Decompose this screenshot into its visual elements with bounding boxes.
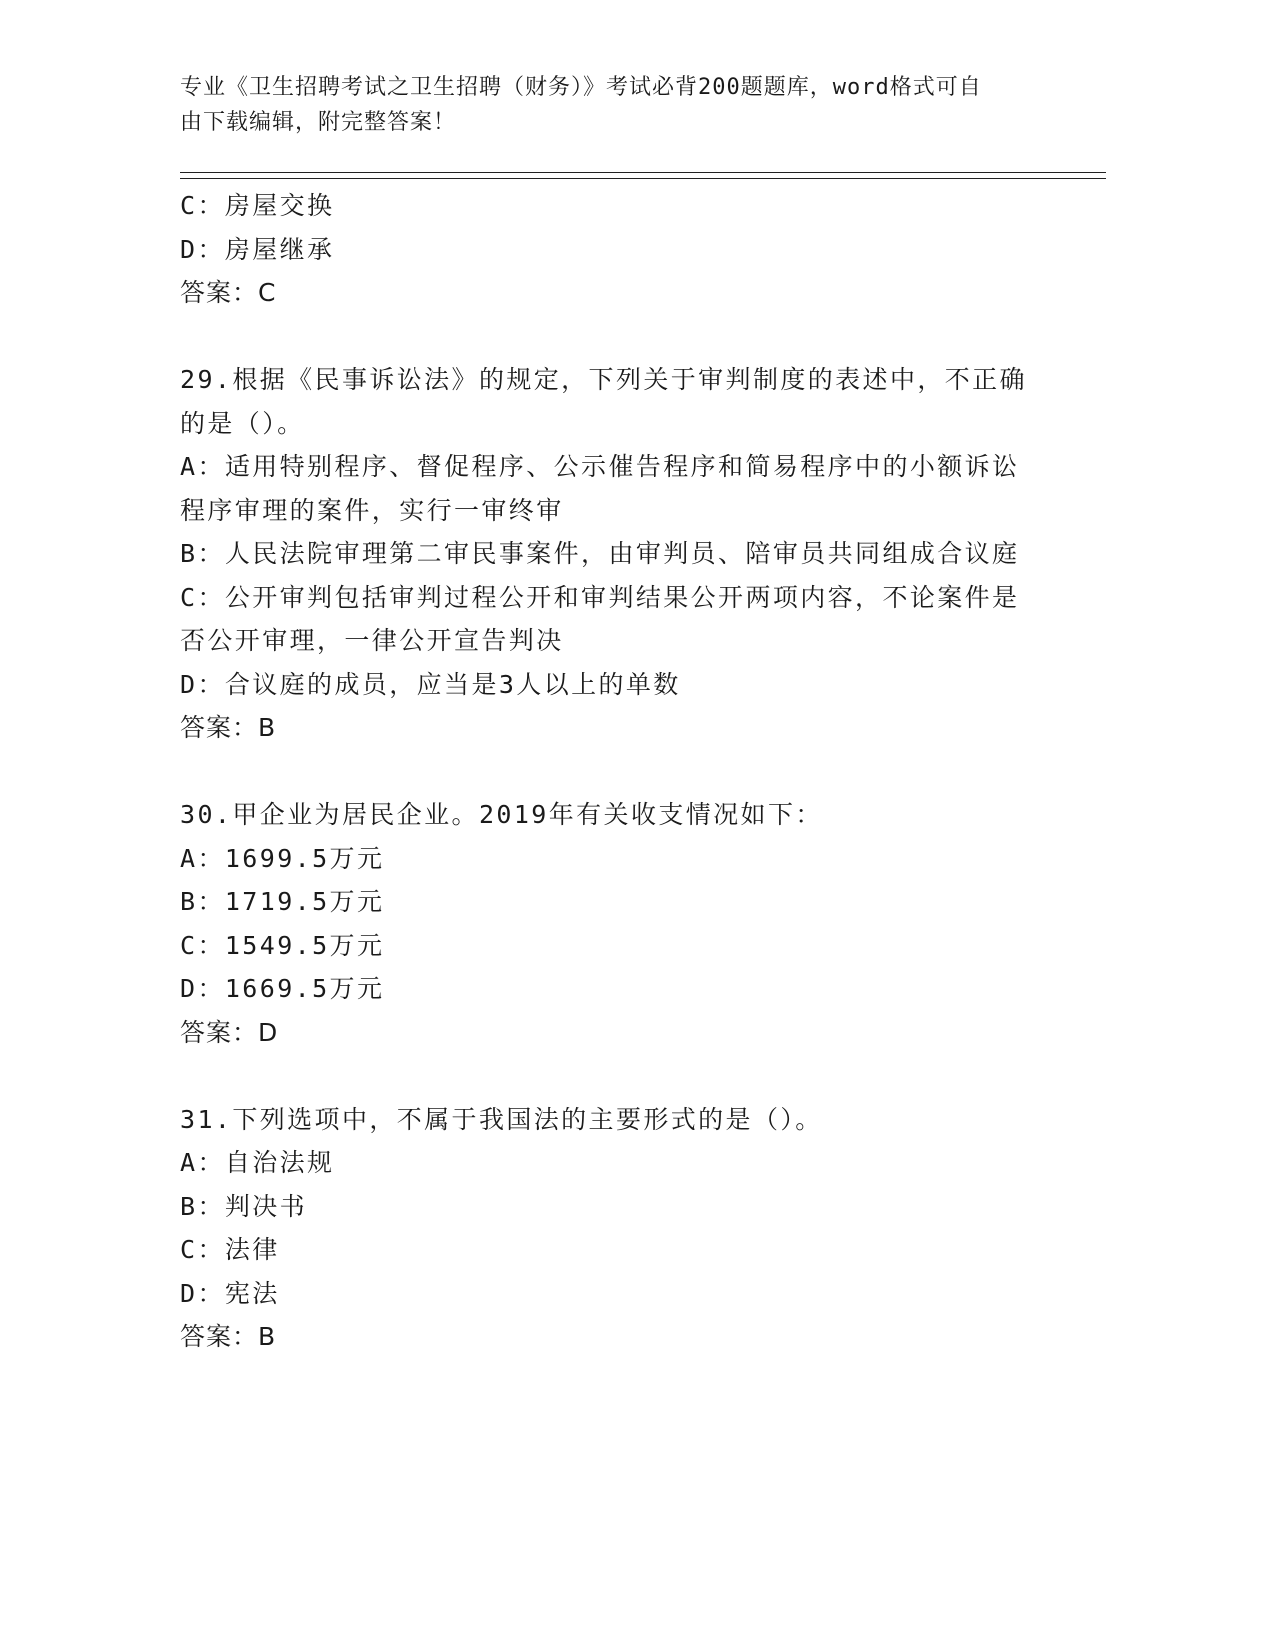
- option-line: B：判决书: [180, 1191, 308, 1221]
- question-block-29: [180, 358, 1060, 750]
- header-line-1: 专业《卫生招聘考试之卫生招聘（财务）》考试必背200题题库，word格式可自: [180, 75, 982, 100]
- question-line: 30.甲企业为居民企业。2019年有关收支情况如下：: [180, 800, 823, 829]
- header-line-2: 由下载编辑，附完整答案！: [180, 110, 457, 135]
- option-line: D：宪法: [180, 1278, 280, 1308]
- question-block-31: [180, 1098, 1060, 1359]
- option-line: C：1549.5万元: [180, 930, 385, 960]
- option-line: D：1669.5万元: [180, 974, 385, 1003]
- option-line: A：自治法规: [180, 1148, 335, 1177]
- answer-line: 答案：C: [180, 278, 277, 307]
- question-line: 的是（）。: [180, 408, 305, 438]
- question-block-30: [180, 793, 1060, 1054]
- option-line: C：法律: [180, 1235, 280, 1264]
- question-line: 29.根据《民事诉讼法》的规定，下列关于审判制度的表述中，不正确: [180, 365, 1027, 394]
- option-line: B：1719.5万元: [180, 887, 385, 916]
- header-double-rule: [180, 172, 1106, 179]
- option-line: 程序审理的案件，实行一审终审: [180, 495, 564, 525]
- option-line: B：人民法院审理第二审民事案件，由审判员、陪审员共同组成合议庭: [180, 539, 1020, 568]
- option-line: C：房屋交换: [180, 191, 335, 220]
- question-line: 31.下列选项中，不属于我国法的主要形式的是（）。: [180, 1104, 823, 1134]
- option-line: D：合议庭的成员，应当是3人以上的单数: [180, 669, 681, 699]
- option-line: A：1699.5万元: [180, 843, 385, 873]
- question-content: [180, 184, 1060, 1402]
- answer-line: 答案：B: [180, 1322, 277, 1351]
- question-block-28: [180, 184, 1060, 315]
- answer-line: 答案：B: [180, 713, 277, 742]
- option-line: D：房屋继承: [180, 234, 335, 264]
- option-line: 否公开审理，一律公开宣告判决: [180, 626, 564, 655]
- option-line: C：公开审判包括审判过程公开和审判结果公开两项内容，不论案件是: [180, 582, 1020, 612]
- page-header: [180, 70, 1050, 140]
- answer-line: 答案：D: [180, 1017, 279, 1047]
- option-line: A：适用特别程序、督促程序、公示催告程序和简易程序中的小额诉讼: [180, 452, 1020, 481]
